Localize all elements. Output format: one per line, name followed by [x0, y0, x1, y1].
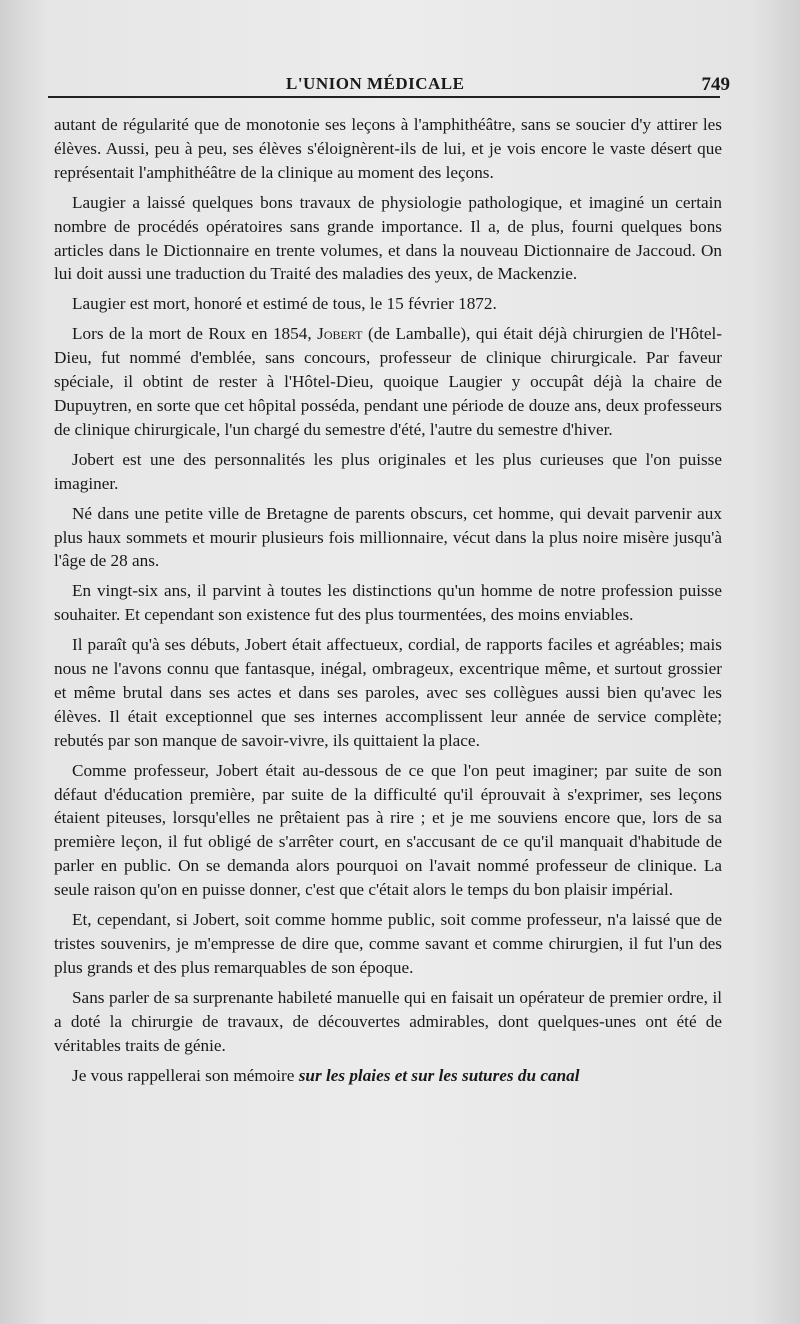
paragraph: [54, 1064, 722, 1088]
paragraph: En vingt-six ans, il parvint à toutes les distinctions qu'un homme de notre profession puisse souhaiter. Et cependant son existence fut des plus tourmentées, des moins enviables.: [54, 581, 722, 625]
paragraph: Il paraît qu'à ses débuts, Jobert était affectueux, cordial, de rapports faciles et agréables; mais nous ne l'avons connu que fantasque, inégal, ombrageux, excentrique même, et surtout grossier et même brutal dans ses actes et dans ses paroles, avec ses collègues aussi bien qu'avec les élèves. Il était exceptionnel que ses internes accomplissent leur année de service complète; rebutés par son manque de savoir-vivre, ils quittaient la place.: [54, 635, 722, 750]
paragraph: Sans parler de sa surprenante habileté manuelle qui en faisait un opérateur de premier ordre, il a doté la chirurgie de travaux, de découvertes admirables, dont quelques-unes ont été de véritables traits de génie.: [54, 987, 722, 1055]
paragraph: [54, 322, 722, 442]
paragraph-text: (de Lamballe), qui était déjà chirurgien de l'Hôtel-Dieu, fut nommé d'emblée, sans concours, professeur de clinique chirurgicale. Par faveur spéciale, il obtint de rester à l'Hôtel-Dieu, quoique Laugier y occupât déjà la chaire de Dupuytren, en sorte que cet hôpital posséda, pendant une période de douze ans, deux professeurs de clinique chirurgicale, l'un chargé du semestre d'été, l'autre du semestre d'hiver.: [54, 324, 722, 439]
body-text: [54, 113, 722, 1093]
running-title: L'UNION MÉDICALE: [286, 74, 465, 93]
paragraph: Jobert est une des personnalités les plus originales et les plus curieuses que l'on puisse imaginer.: [54, 449, 722, 493]
paragraph: Comme professeur, Jobert était au-dessous de ce que l'on peut imaginer; par suite de son défaut d'éducation première, par suite de la difficulté qu'il éprouvait à s'exprimer, ses leçons étaient piteuses, lorsqu'elles ne prêtaient pas à rire ; et je me souviens encore que, lors de sa première leçon, il fut obligé de s'arrêter court, en s'accusant de ce qu'il manquait d'habitude de parler en public. On se demanda alors pourquoi on l'avait nommé professeur de clinique. La seule raison qu'on en puisse donner, c'est que c'était alors le temps du bon plaisir impérial.: [54, 760, 722, 900]
paragraph-text: Je vous rappellerai son mémoire: [72, 1065, 299, 1085]
paragraph: Et, cependant, si Jobert, soit comme homme public, soit comme professeur, n'a laissé que de tristes souvenirs, je m'empresse de dire que, comme savant et comme chirurgien, il fut l'un des plus grands et des plus remarquables de son époque.: [54, 910, 722, 977]
paragraph: autant de régularité que de monotonie ses leçons à l'amphithéâtre, sans se soucier d'y attirer les élèves. Aussi, peu à peu, ses élèves s'éloignèrent-ils de lui, et je vois encore le vaste désert que représentait l'amphithéâtre de la clinique au moment des leçons.: [54, 115, 722, 182]
paragraph: Né dans une petite ville de Bretagne de parents obscurs, cet homme, qui devait parvenir aux plus haux sommets et mourir plusieurs fois millionnaire, vécut dans la plus noire misère jusqu'à l'âge de 28 ans.: [54, 503, 722, 571]
header-rule: [48, 96, 720, 98]
paragraph: Laugier a laissé quelques bons travaux de physiologie pathologique, et imaginé un certain nombre de procédés opératoires sans grande importance. Il a, de plus, fourni quelques bons articles dans le Dictionnaire en trente volumes, et dans la nouveau Dictionnaire de Jaccoud. On lui doit aussi une traduction du Traité des maladies des yeux, de Mackenzie.: [54, 192, 722, 284]
page-header: [56, 66, 736, 96]
paragraph: Laugier est mort, honoré et estimé de tous, le 15 février 1872.: [72, 294, 497, 314]
surname-small-caps: Jobert: [317, 324, 363, 344]
page-number: 749: [701, 74, 730, 95]
italic-title: sur les plaies et sur les sutures du canal: [298, 1065, 580, 1085]
paragraph-text: Lors de la mort de Roux en 1854,: [72, 324, 318, 344]
